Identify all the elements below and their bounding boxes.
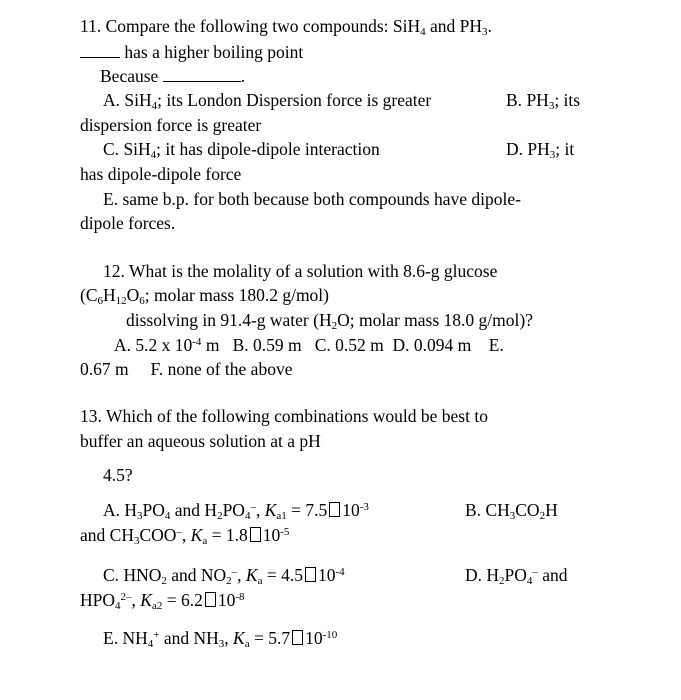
missing-glyph-icon (250, 527, 261, 542)
q13-opt-c: C. $HNO_2$ and $NO_2^-$, $K_a = 4.5$ $10^{-4}$ (103, 565, 345, 587)
q11-blank-text: has a higher boiling point (124, 42, 304, 62)
q13-opt-a-ka1: = 7.5 (291, 500, 328, 520)
q13-line2 (80, 430, 321, 452)
missing-glyph-icon (305, 567, 316, 582)
q12-opt-a: A. 5.2 x 10 (114, 335, 193, 355)
q13-opt-c-label: C. (103, 565, 120, 585)
q13-prompt-cont: buffer an aqueous solution at a pH (80, 431, 321, 451)
q11-opt-e-label: E. (103, 189, 119, 209)
q12-opt-e-cont: 0.67 m (80, 359, 129, 379)
q11-opt-d-text: ; it (555, 139, 575, 159)
q12-prompt: What is the molality of a solution with 8.6-g glucose (128, 261, 498, 281)
q13-opt-b-label: B. (465, 500, 482, 520)
q11-opt-e (103, 188, 521, 210)
missing-glyph-icon (292, 630, 303, 645)
q11-opt-e-cont (80, 212, 175, 234)
q12-line3: dissolving in 91.4-g water ($H_2O$; molar mass 18.0 g/mol)? (126, 310, 533, 332)
q12-opt-f: F. none of the above (150, 359, 293, 379)
q11-opt-d-label: D. (506, 139, 524, 159)
q13-opt-d-exp: -8 (235, 591, 245, 603)
q13-line1 (80, 405, 488, 427)
q11-line1: 11. Compare the following two compounds: SiH$_4$ and $PH_3$. (80, 16, 492, 38)
q12-opt-a-exp: -4 (192, 336, 202, 348)
q11-opt-a: A. SiH$_4$; its London Dispersion force is greater (103, 90, 432, 112)
q13-ph (103, 464, 133, 486)
q11-opt-e-cont-text: dipole forces. (80, 213, 176, 233)
q13-opt-b-and: and CH (80, 525, 134, 545)
q12-opt-e: E. (488, 335, 504, 355)
q13-opt-c-ka: = 4.5 (266, 565, 303, 585)
q12-line3-a: dissolving in 91.4-g water (H (126, 310, 332, 330)
q11-opt-b-label: B. (506, 90, 523, 110)
q13-opt-b-ka: = 1.8 (211, 525, 248, 545)
q11-opt-a-text: ; its London Dispersion force is greater (157, 90, 432, 110)
q13-prompt: Which of the following combinations would be best to (105, 406, 488, 426)
q11-opt-b: B. $PH_3$; its (506, 90, 581, 112)
q12-options-cont (80, 358, 292, 380)
q12-opt-b: B. 0.59 m (232, 335, 302, 355)
missing-glyph-icon (205, 592, 216, 607)
missing-glyph-icon (329, 502, 340, 517)
answer-blank-2[interactable] (163, 67, 241, 82)
q12-line3-b: O; molar mass 18.0 g/mol)? (337, 310, 533, 330)
q11-opt-d-cont (80, 163, 241, 185)
q13-opt-d-ka2: = 6.2 (166, 590, 203, 610)
q13-opt-b-exp: -5 (280, 526, 290, 538)
q12-number: 12. (103, 261, 125, 281)
q11-opt-c: C. SiH$_4$; it has dipole-dipole interaction (103, 139, 380, 161)
q12-options (114, 334, 504, 356)
q11-and: and (429, 16, 456, 36)
q13-opt-a: A. $H_3PO_4$ and $H_2PO_4^-$, $K_{a1} = 7.5$ $10^{-3}$ (103, 500, 369, 522)
q13-opt-e-label: E. (103, 628, 119, 648)
q13-ph-value: 4.5? (103, 465, 133, 485)
q12-opt-c: C. 0.52 m (314, 335, 384, 355)
q13-opt-a-label: A. (103, 500, 121, 520)
q11-prompt: Compare the following two compounds: (105, 16, 389, 36)
q11-because: Because (100, 66, 159, 86)
q12-glucose-tail: ; molar mass 180.2 g/mol) (144, 285, 330, 305)
q13-opt-e-ka: = 5.7 (253, 628, 291, 648)
q11-opt-d-cont-text: has dipole-dipole force (80, 164, 242, 184)
q12-line2: ($C_6H_{12}O_6$; molar mass 180.2 g/mol) (80, 285, 330, 307)
q11-opt-c-label: C. (103, 139, 120, 159)
q11-line2 (80, 41, 303, 63)
q13-opt-d-label: D. (465, 565, 483, 585)
q12-line1 (103, 260, 497, 282)
q12-opt-d: D. 0.094 m (392, 335, 472, 355)
q13-number: 13. (80, 406, 102, 426)
q11-opt-a-label: A. (103, 90, 121, 110)
q11-number: 11. (80, 16, 102, 36)
q11-opt-b-cont-text: dispersion force is greater (80, 115, 262, 135)
q13-opt-b-cont: and $CH_3COO^-$, $K_a = 1.8$ $10^{-5}$ (80, 525, 290, 547)
q12-opt-a-unit: m (201, 335, 220, 355)
q11-opt-c-text: ; it has dipole-dipole interaction (156, 139, 380, 159)
q11-opt-e-text: same b.p. for both because both compounds have dipole- (122, 189, 521, 209)
q13-opt-e-exp: -10 (322, 629, 338, 641)
q11-opt-d: D. $PH_3$; it (506, 139, 575, 161)
q13-opt-b: B. $CH_3CO_2H$ (465, 500, 558, 522)
answer-blank-1[interactable] (80, 43, 120, 58)
q11-line3: Because . (100, 66, 246, 86)
q11-opt-b-text: ; its (554, 90, 581, 110)
q13-opt-d: D. $H_2PO_4^-$ and (465, 565, 568, 587)
q13-opt-d-cont: $HPO_4^{2-}$, $K_{a2} = 6.2$ $10^{-8}$ (80, 590, 245, 612)
q11-opt-b-cont (80, 114, 261, 136)
q13-opt-a-exp: -3 (359, 501, 369, 513)
q13-opt-c-exp: -4 (335, 566, 345, 578)
q13-opt-e: E. $NH_4^+$ and $NH_3$, $K_a = 5.7$ $10^{-10}$ (103, 628, 338, 650)
